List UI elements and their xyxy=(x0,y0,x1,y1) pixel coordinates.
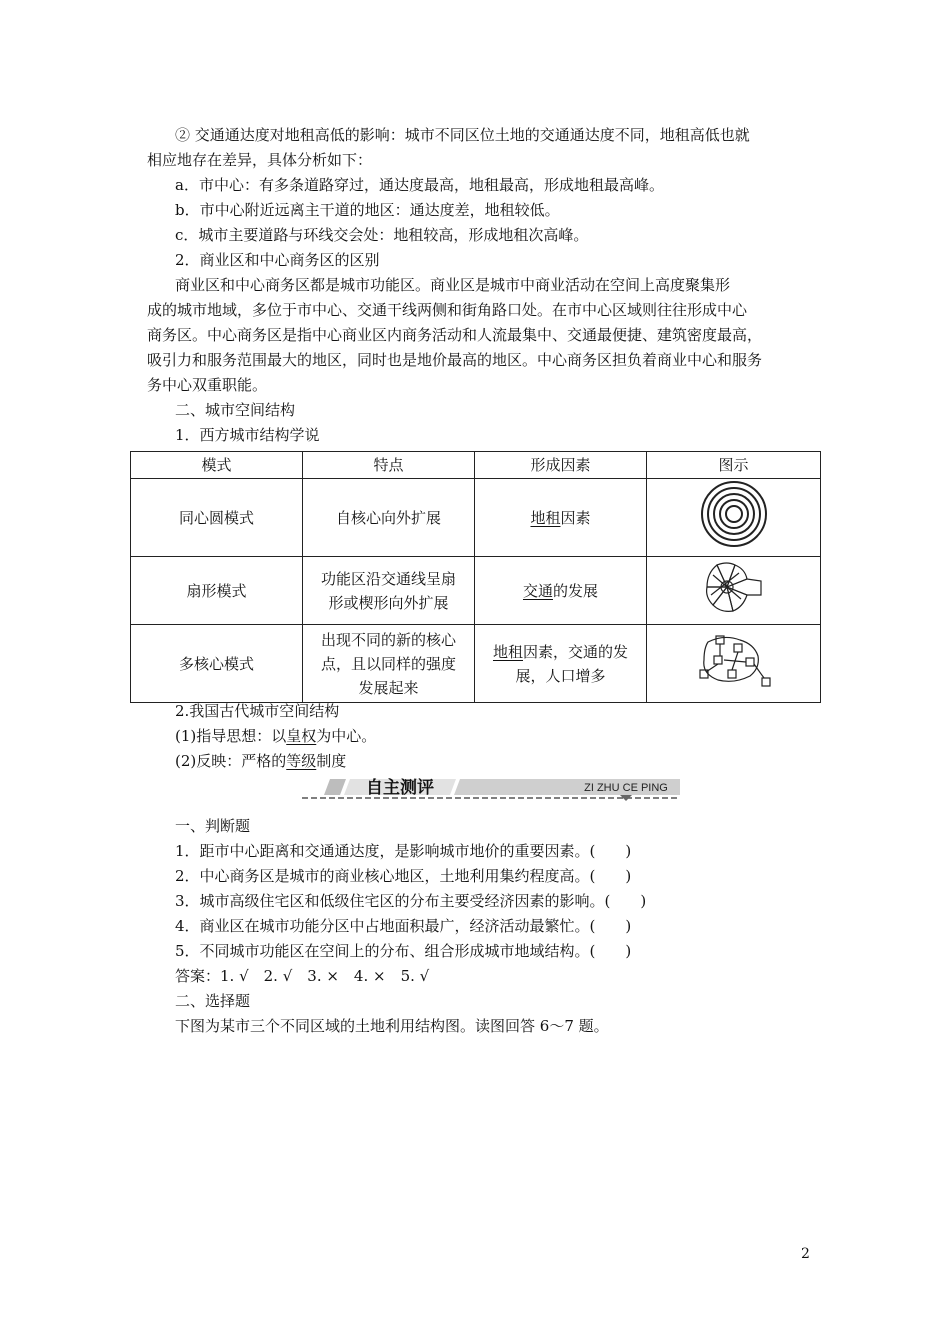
paragraph-line: 吸引力和服务范围最大的地区，同时也是地价最高的地区。中心商务区担负着商业中心和服务 xyxy=(147,351,763,369)
table-row xyxy=(131,557,821,625)
text: 制度 xyxy=(316,752,347,770)
paragraph-line: 商务区。中心商务区是指中心商业区内商务活动和人流最集中、交通最便捷、建筑密度最高， xyxy=(147,326,763,344)
urban-structure-table xyxy=(130,451,821,703)
section-multiple-choice: 二、选择题 xyxy=(175,992,251,1010)
answer-line: 答案：1. √ 2. √ 3. × 4. × 5. √ xyxy=(175,967,430,985)
paragraph-line: 成的城市地域，多位于市中心、交通干线两侧和街角路口处。在市中心区域则往往形成中心 xyxy=(147,301,748,319)
factor-underlined: 地租 xyxy=(530,508,561,527)
ancient-reflection xyxy=(175,750,346,772)
table-header: 特点 xyxy=(303,452,475,479)
table-header-row xyxy=(131,452,821,479)
page-number: 2 xyxy=(801,1246,810,1262)
table-header: 模式 xyxy=(131,452,303,479)
factor-line xyxy=(479,640,642,664)
mode-cell: 同心圆模式 xyxy=(131,479,303,557)
feature-line: 发展起来 xyxy=(358,678,419,697)
paragraph-traffic-cont: 相应地存在差异，具体分析如下： xyxy=(147,151,373,169)
quiz-item: 1．距市中心距离和交通通达度，是影响城市地价的重要因素。( ) xyxy=(175,842,632,860)
concentric-circles-icon xyxy=(699,479,769,549)
factor-cell xyxy=(475,625,647,703)
section-heading-urban-structure: 二、城市空间结构 xyxy=(175,401,296,419)
heading-business-district: 2．商业区和中心商务区的区别 xyxy=(175,251,380,269)
quiz-item: 3．城市高级住宅区和低级住宅区的分布主要受经济因素的影响。( ) xyxy=(175,892,647,910)
factor-cell xyxy=(475,479,647,557)
self-assessment-banner xyxy=(300,775,680,803)
ancient-structure-title: 2.我国古代城市空间结构 xyxy=(175,702,340,720)
multi-nuclei-icon xyxy=(694,630,774,690)
item-a: a．市中心：有多条道路穿过，通达度最高，地租最高，形成地租最高峰。 xyxy=(175,176,664,194)
factor-underlined: 交通 xyxy=(522,581,553,600)
factor-text: 的发展 xyxy=(553,581,599,600)
text: 为中心。 xyxy=(316,727,377,745)
factor-cell xyxy=(475,557,647,625)
factor-text: 因素，交通的发 xyxy=(523,642,629,661)
table-header: 形成因素 xyxy=(475,452,647,479)
banner-title: 自主测评 xyxy=(366,778,434,797)
quiz-item: 2．中心商务区是城市的商业核心地区，土地利用集约程度高。( ) xyxy=(175,867,632,885)
underlined-answer: 皇权 xyxy=(286,727,317,745)
ancient-guiding-idea xyxy=(175,725,376,747)
mode-cell: 扇形模式 xyxy=(131,557,303,625)
feature-line: 形或楔形向外扩展 xyxy=(328,593,449,612)
feature-line: 功能区沿交通线呈扇 xyxy=(320,569,456,588)
question-prompt: 下图为某市三个不同区域的土地利用结构图。读图回答 6～7 题。 xyxy=(175,1017,609,1035)
feature-cell xyxy=(303,625,475,703)
mode-cell: 多核心模式 xyxy=(131,625,303,703)
table-header: 图示 xyxy=(647,452,821,479)
diagram-cell xyxy=(647,479,821,557)
item-b: b．市中心附近远离主干道的地区：通达度差，地租较低。 xyxy=(175,201,560,219)
underlined-answer: 等级 xyxy=(286,752,317,770)
feature-line: 出现不同的新的核心 xyxy=(320,630,456,649)
factor-underlined: 地租 xyxy=(492,642,523,661)
quiz-item: 4．商业区在城市功能分区中占地面积最广，经济活动最繁忙。( ) xyxy=(175,917,632,935)
item-c: c．城市主要道路与环线交会处：地租较高，形成地租次高峰。 xyxy=(175,226,589,244)
sector-pattern-icon xyxy=(699,559,769,615)
factor-line: 展，人口增多 xyxy=(515,666,606,685)
subheading-western-theories: 1．西方城市结构学说 xyxy=(175,426,320,444)
text: (1)指导思想：以 xyxy=(175,727,287,745)
diagram-cell xyxy=(647,557,821,625)
feature-cell: 自核心向外扩展 xyxy=(303,479,475,557)
feature-line: 点，且以同样的强度 xyxy=(320,654,456,673)
section-true-false: 一、判断题 xyxy=(175,817,251,835)
factor-text: 因素 xyxy=(560,508,591,527)
paragraph-traffic: ② 交通通达度对地租高低的影响：城市不同区位土地的交通通达度不同，地租高低也就 xyxy=(175,126,750,144)
table-row xyxy=(131,625,821,703)
text: (2)反映：严格的 xyxy=(175,752,287,770)
paragraph-line: 商业区和中心商务区都是城市功能区。商业区是城市中商业活动在空间上高度聚集形 xyxy=(175,276,731,294)
paragraph-line: 务中心双重职能。 xyxy=(147,376,268,394)
feature-cell xyxy=(303,557,475,625)
quiz-item: 5．不同城市功能区在空间上的分布、组合形成城市地域结构。( ) xyxy=(175,942,632,960)
table-row xyxy=(131,479,821,557)
banner-subtitle: ZI ZHU CE PING xyxy=(584,782,668,794)
diagram-cell xyxy=(647,625,821,703)
